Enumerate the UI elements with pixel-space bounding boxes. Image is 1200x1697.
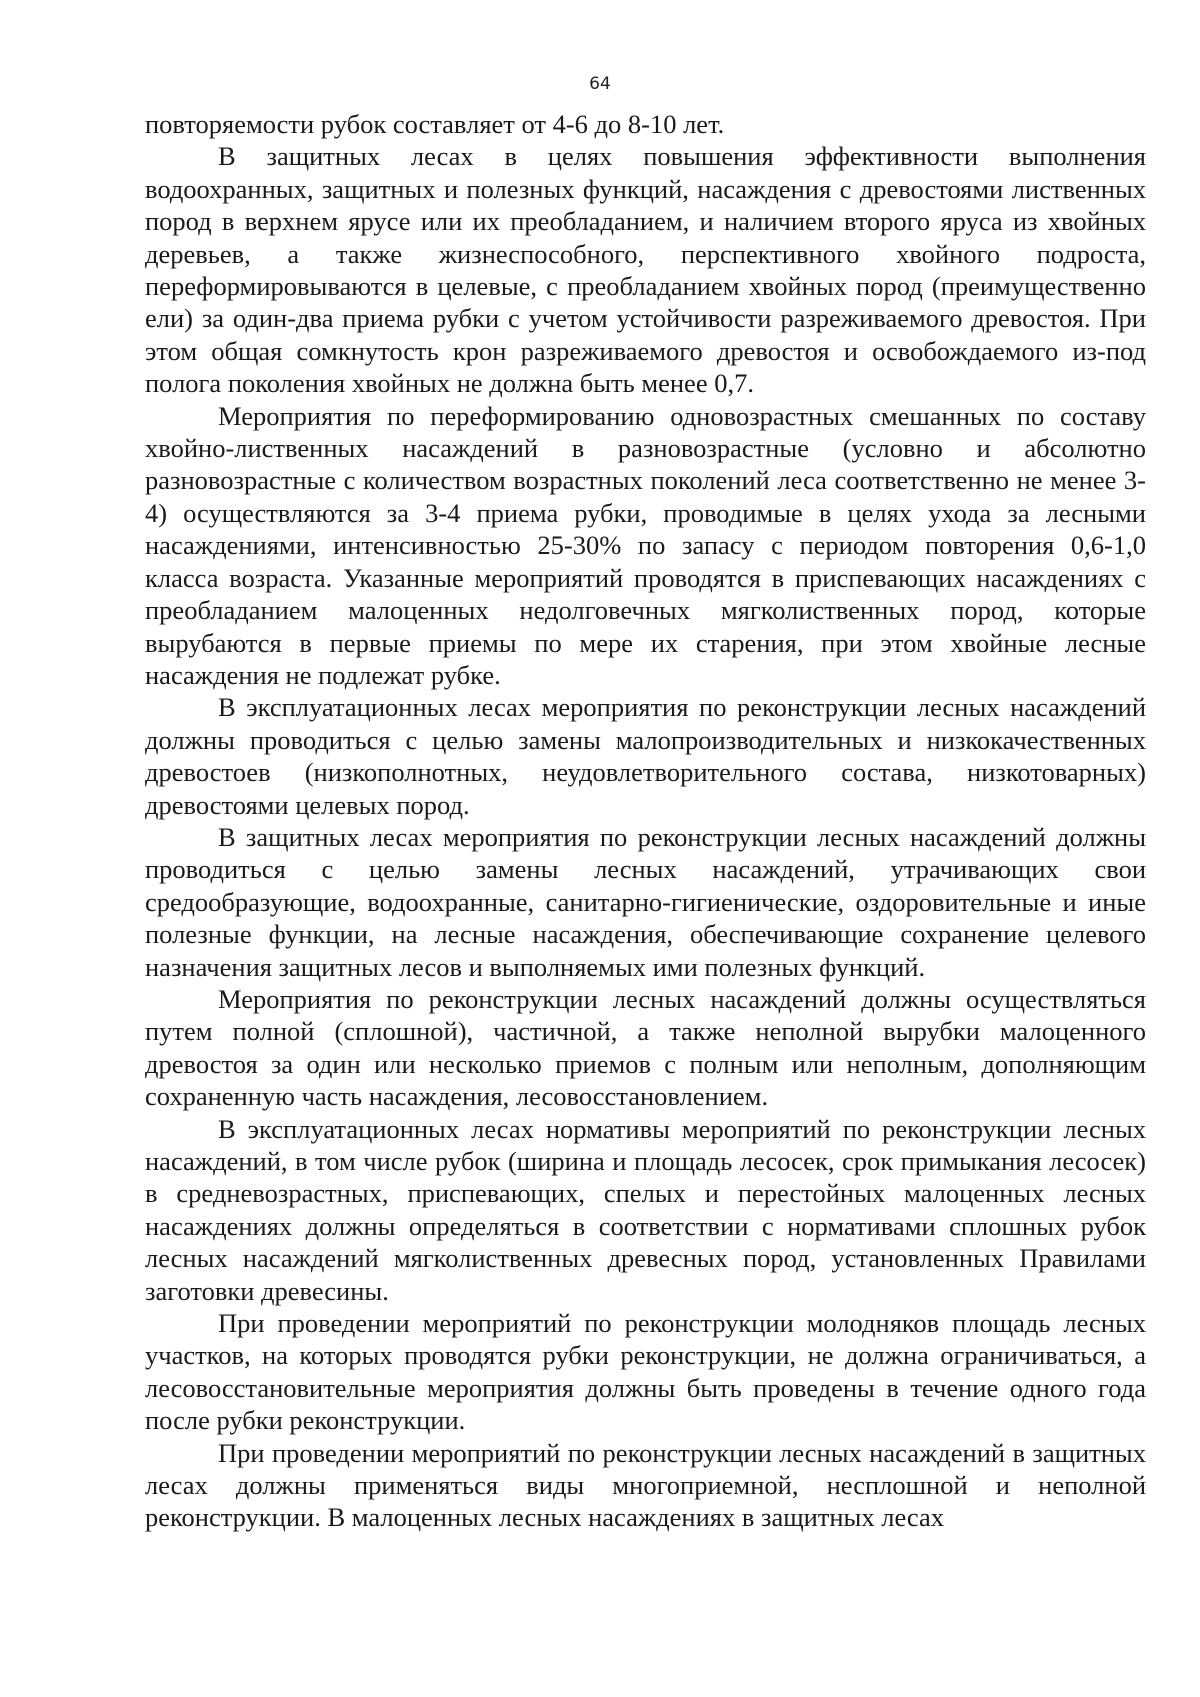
document-body — [145, 108, 1146, 1534]
paragraph-continuation: повторяемости рубок составляет от 4-6 до 8-10 лет. — [145, 109, 725, 139]
page-number: 64 — [589, 74, 611, 94]
paragraph: При проведении мероприятий по реконструкции молодняков площадь лесных участков, на которых проводятся рубки реконструкции, не должна ограничиваться, а лесовосстановительные мероприятия должны быть проведены в течение одного года после рубки реконструкции. — [145, 1308, 1146, 1436]
paragraph: В защитных лесах в целях повышения эффективности выполнения водоохранных, защитных и полезных функций, насаждения с древостоями лиственных пород в верхнем ярусе или их преобладанием, и наличием второго яруса из хвойных деревьев, а также жизнеспособного, перспективного хвойного подроста, переформировываются в целевые, с преобладанием хвойных пород (преимущественно ели) за один-два приема рубки с учетом устойчивости разреживаемого древостоя. При этом общая сомкнутость крон разреживаемого древостоя и освобождаемого из-под полога поколения хвойных не должна быть менее 0,7. — [145, 141, 1146, 399]
paragraph: Мероприятия по реконструкции лесных насаждений должны осуществляться путем полной (сплошной), частичной, а также неполной вырубки малоценного древостоя за один или несколько приемов с полным или неполным, дополняющим сохраненную часть насаждения, лесовосстановлением. — [145, 983, 1146, 1112]
paragraph: В эксплуатационных лесах нормативы мероприятий по реконструкции лесных насаждений, в том числе рубок (ширина и площадь лесосек, срок примыкания лесосек) в средневозрастных, приспевающих, спелых и перестойных малоценных лесных насаждениях должны определяться в соответствии с нормативами сплошных рубок лесных насаждений мягколиственных древесных пород, установленных Правилами заготовки древесины. — [145, 1113, 1146, 1306]
paragraph: Мероприятия по переформированию одновозрастных смешанных по составу хвойно-лиственных насаждений в разновозрастные (условно и абсолютно разновозрастные с количеством возрастных поколений леса соответственно не менее 3-4) осуществляются за 3-4 приема рубки, проводимые в целях ухода за лесными насаждениями, интенсивностью 25-30% по запасу с периодом повторения 0,6-1,0 класса возраста. Указанные мероприятий проводятся в приспевающих насаждениях с преобладанием малоценных недолговечных мягколиственных пород, которые вырубаются в первые приемы по мере их старения, при этом хвойные лесные насаждения не подлежат рубке. — [145, 400, 1146, 690]
paragraph: В защитных лесах мероприятия по реконструкции лесных насаждений должны проводиться с целью замены лесных насаждений, утрачивающих свои средообразующие, водоохранные, санитарно-гигиенические, оздоровительные и иные полезные функции, на лесные насаждения, обеспечивающие сохранение целевого назначения защитных лесов и выполняемых ими полезных функций. — [145, 821, 1146, 982]
paragraph: При проведении мероприятий по реконструкции лесных насаждений в защитных лесах должны применяться виды многоприемной, несплошной и неполной реконструкции. В малоценных лесных насаждениях в защитных лесах — [145, 1437, 1146, 1533]
paragraph: В эксплуатационных лесах мероприятия по реконструкции лесных насаждений должны проводиться с целью замены малопроизводительных и низкокачественных древостоев (низкополнотных, неудовлетворительного состава, низкотоварных) древостоями целевых пород. — [145, 692, 1146, 820]
